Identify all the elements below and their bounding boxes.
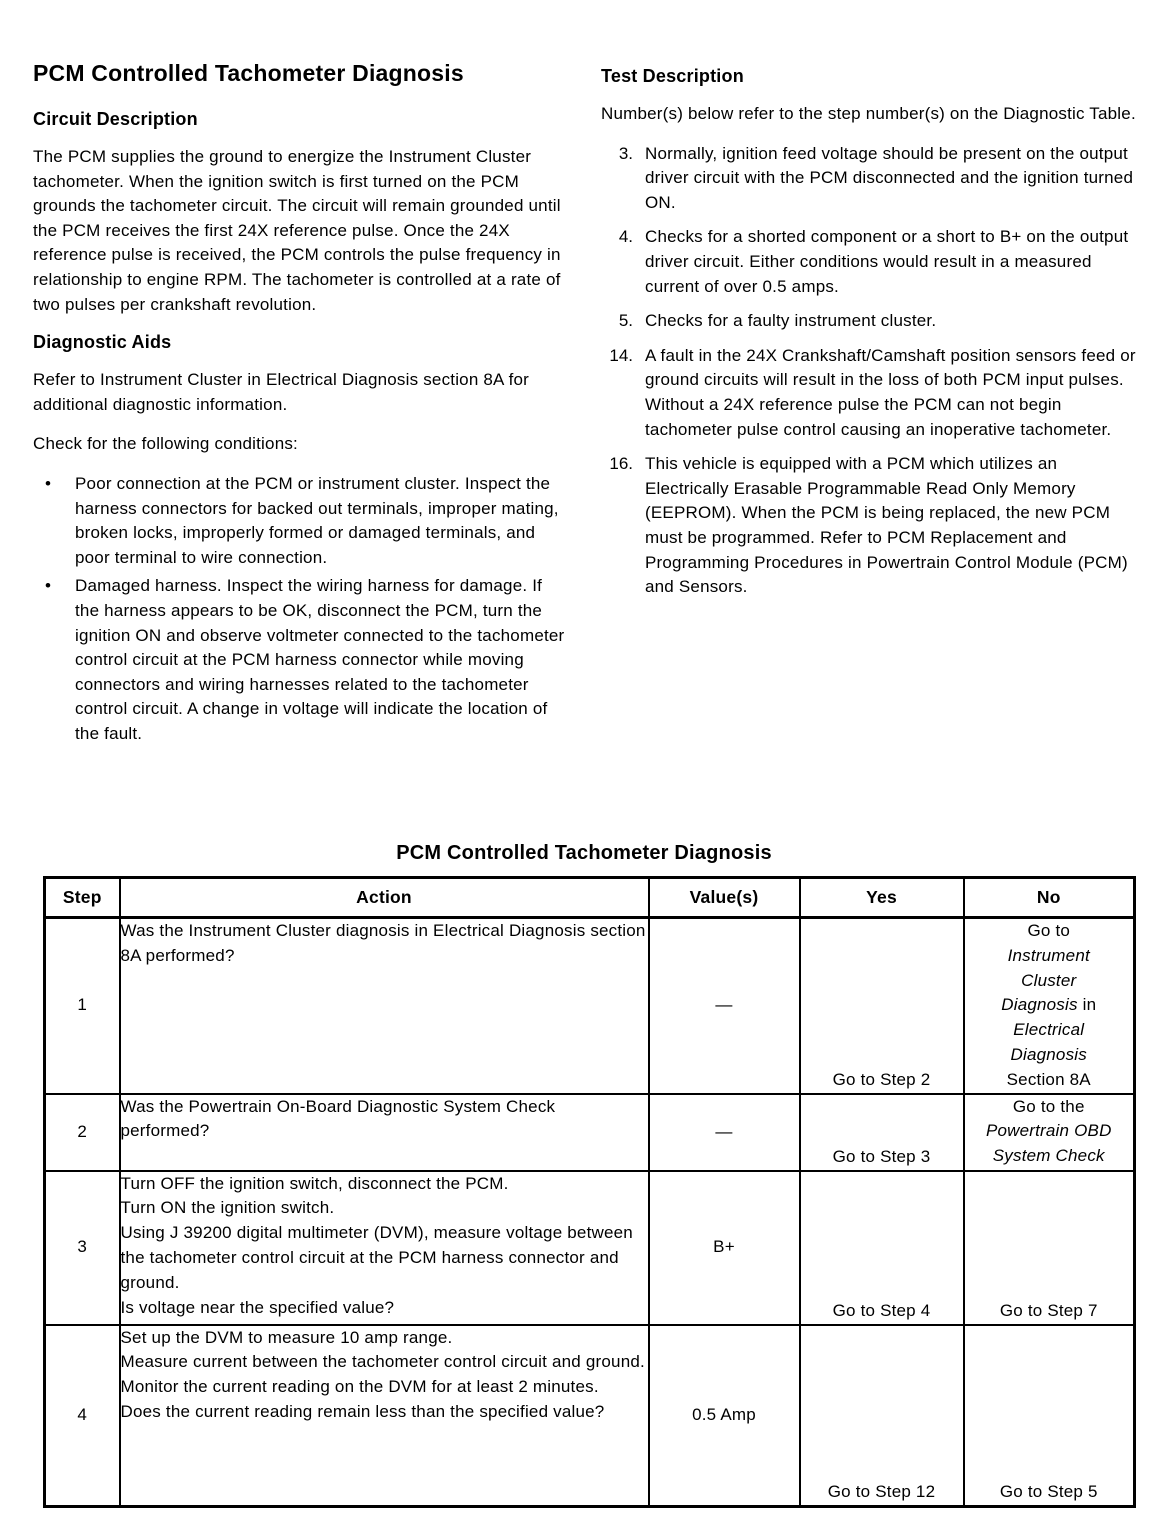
action-sentence: Turn ON the ignition switch. xyxy=(120,1198,335,1218)
no-cell: Go to Step 7 xyxy=(964,1171,1135,1325)
test-item-number: 5. xyxy=(618,311,633,331)
test-description-intro: Number(s) below refer to the step number(s) on the Diagnostic Table. xyxy=(601,104,1136,123)
table-title: PCM Controlled Tachometer Diagnosis xyxy=(396,842,772,864)
step-cell: 3 xyxy=(45,1171,120,1325)
yes-cell: Go to Step 4 xyxy=(800,1171,964,1325)
action-cell xyxy=(120,1325,649,1507)
no-cell-line: Instrument xyxy=(1007,945,1090,965)
diagnostic-table-section xyxy=(0,842,1168,1508)
header-yes: Yes xyxy=(800,878,964,918)
left-column xyxy=(33,60,573,750)
no-cell-line: Cluster xyxy=(1021,970,1077,990)
test-item-text: A fault in the 24X Crankshaft/Camshaft position sensors feed or ground circuits will result in the loss of both PCM input pulses. Without a 24X reference pulse the PCM can not begin tachometer pulse control causing an inoperative tachometer. xyxy=(645,345,1136,439)
table-row xyxy=(45,1325,1135,1507)
diagnostic-aid-item xyxy=(33,472,573,570)
diagnostic-aid-item-text: Poor connection at the PCM or instrument cluster. Inspect the harness connectors for backed out terminals, improper mating, broken locks, improperly formed or damaged terminals, and poor terminal to wire connection. xyxy=(75,473,559,567)
test-description-item xyxy=(601,225,1141,299)
test-item-number: 4. xyxy=(618,227,633,247)
bullet-icon: • xyxy=(45,473,51,493)
step-cell: 1 xyxy=(45,918,120,1094)
action-cell xyxy=(120,1094,649,1171)
right-column xyxy=(601,66,1141,610)
table-row xyxy=(45,918,1135,1094)
circuit-description-heading: Circuit Description xyxy=(33,109,198,129)
test-item-number: 14. xyxy=(609,345,633,365)
no-cell-line: Section 8A xyxy=(1006,1069,1091,1089)
action-sentence: Was the Instrument Cluster diagnosis in Electrical Diagnosis section 8A performed? xyxy=(120,921,646,965)
action-sentence: Set up the DVM to measure 10 amp range. xyxy=(120,1327,453,1347)
test-item-number: 16. xyxy=(609,454,633,474)
header-step: Step xyxy=(45,878,120,918)
action-sentence: Monitor the current reading on the DVM for at least 2 minutes. xyxy=(120,1377,599,1397)
no-cell-line: Powertrain OBD xyxy=(985,1121,1112,1141)
test-item-text: Normally, ignition feed voltage should be present on the output driver circuit with the PCM disconnected and the ignition turned ON. xyxy=(645,143,1134,212)
test-item-text: Checks for a shorted component or a short to B+ on the output driver circuit. Either conditions would result in a measured current of over 0.5 amps. xyxy=(645,227,1129,296)
yes-cell: Go to Step 12 xyxy=(800,1325,964,1507)
test-description-item xyxy=(601,344,1141,442)
no-cell-line: Go to the xyxy=(1012,1096,1085,1116)
test-item-text: This vehicle is equipped with a PCM which utilizes an Electrically Erasable Programmable Read Only Memory (EEPROM). When the PCM is being replaced, the new PCM must be programmed. Refer to PCM Replacement and Programming Procedures in Powertrain Control Module (PCM) and Sensors. xyxy=(645,454,1128,597)
test-description-item xyxy=(601,142,1141,216)
action-sentence: Does the current reading remain less than the specified value? xyxy=(120,1401,605,1421)
main-title: PCM Controlled Tachometer Diagnosis xyxy=(33,60,464,86)
no-cell-line: Diagnosis in xyxy=(1001,995,1097,1015)
yes-cell: Go to Step 2 xyxy=(800,918,964,1094)
header-action: Action xyxy=(120,878,649,918)
yes-cell: Go to Step 3 xyxy=(800,1094,964,1171)
table-row xyxy=(45,1171,1135,1325)
action-cell xyxy=(120,918,649,1094)
action-sentence: Is voltage near the specified value? xyxy=(120,1297,395,1317)
diagnostic-aid-item xyxy=(33,574,573,746)
circuit-description-text: The PCM supplies the ground to energize the Instrument Cluster tachometer. When the ignition switch is first turned on the PCM grounds the tachometer circuit. The circuit will remain grounded until the PCM receives the first 24X reference pulse. Once the 24X reference pulse is received, the PCM controls the pulse frequency in relationship to engine RPM. The tachometer is controlled at a rate of two pulses per crankshaft revolution. xyxy=(33,147,561,314)
bullet-icon: • xyxy=(45,576,51,596)
no-cell: Go to Step 5 xyxy=(964,1325,1135,1507)
test-description-item xyxy=(601,309,1141,334)
no-cell-line: Electrical xyxy=(1013,1020,1085,1040)
step-cell: 2 xyxy=(45,1094,120,1171)
diagnostic-aids-heading: Diagnostic Aids xyxy=(33,332,172,353)
no-cell-line: Go to xyxy=(1027,921,1071,940)
diagnostic-table xyxy=(43,876,1136,1508)
diagnostic-aids-check-text: Check for the following conditions: xyxy=(33,434,298,454)
no-cell-line: Diagnosis xyxy=(1010,1044,1087,1064)
value-cell: — xyxy=(649,918,800,1094)
action-sentence: Using J 39200 digital multimeter (DVM), measure voltage between the tachometer control circuit at the PCM harness connector and ground. xyxy=(120,1223,633,1292)
header-no: No xyxy=(964,878,1135,918)
action-sentence: Turn OFF the ignition switch, disconnect the PCM. xyxy=(120,1173,509,1193)
table-header-row xyxy=(45,878,1135,918)
step-cell: 4 xyxy=(45,1325,120,1507)
diagnostic-aid-item-text: Damaged harness. Inspect the wiring harness for damage. If the harness appears to be OK, disconnect the PCM, turn the ignition ON and observe voltmeter connected to the tachometer control circuit at the PCM harness connector while moving connectors and wiring harnesses related to the tachometer control circuit. A change in voltage will indicate the location of the fault. xyxy=(75,576,565,743)
table-row xyxy=(45,1094,1135,1171)
value-cell: — xyxy=(649,1094,800,1171)
no-cell xyxy=(964,918,1135,1094)
diagnostic-aids-refer-text: Refer to Instrument Cluster in Electrical Diagnosis section 8A for additional diagnostic information. xyxy=(33,370,530,414)
no-cell-line: System Check xyxy=(992,1146,1105,1166)
test-description-heading: Test Description xyxy=(601,66,744,86)
action-sentence: Was the Powertrain On-Board Diagnostic System Check performed? xyxy=(120,1096,556,1141)
value-cell: B+ xyxy=(649,1171,800,1325)
action-sentence: Measure current between the tachometer control circuit and ground. xyxy=(120,1352,645,1372)
test-description-item xyxy=(601,452,1141,600)
no-cell xyxy=(964,1094,1135,1171)
test-item-number: 3. xyxy=(618,143,633,163)
value-cell: 0.5 Amp xyxy=(649,1325,800,1507)
header-values: Value(s) xyxy=(649,878,800,918)
test-item-text: Checks for a faulty instrument cluster. xyxy=(645,311,937,331)
action-cell xyxy=(120,1171,649,1325)
